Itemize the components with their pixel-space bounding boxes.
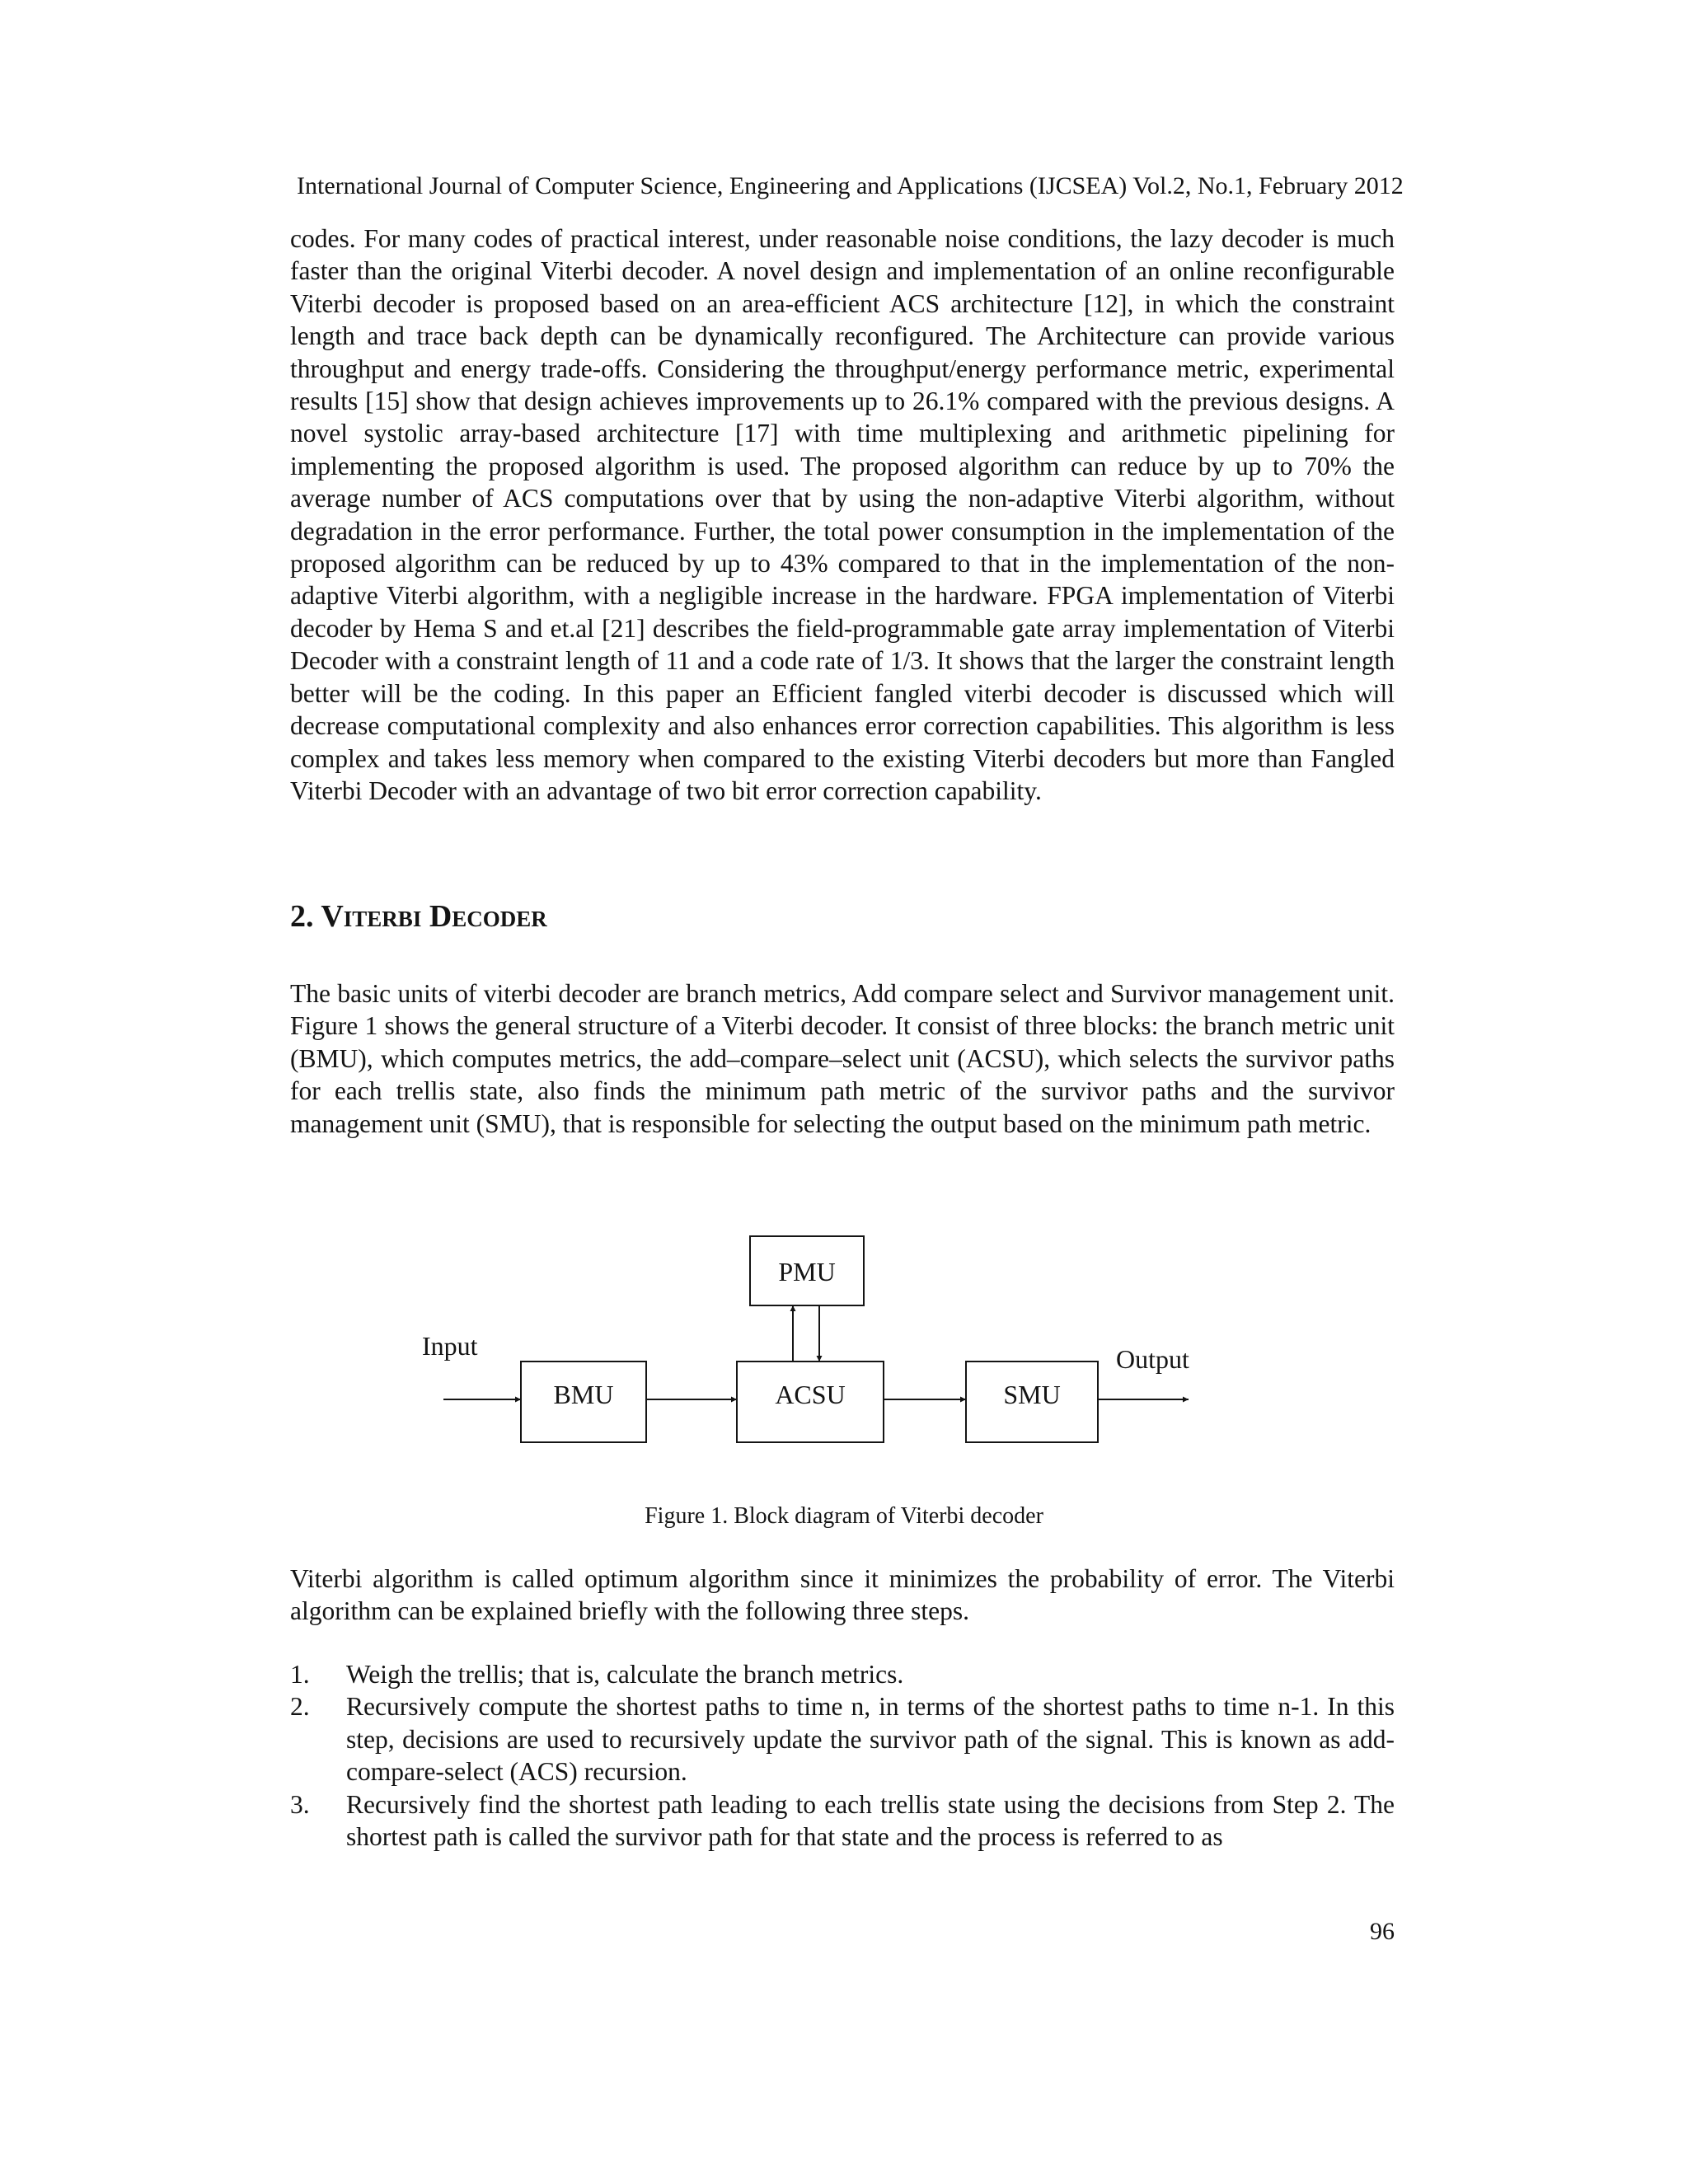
bmu-label: BMU <box>553 1380 614 1409</box>
section-number: 2. <box>290 899 321 934</box>
viterbi-block-diagram <box>0 1220 1688 1475</box>
viterbi-algorithm-paragraph: Viterbi algorithm is called optimum algorithm since it minimizes the probability of error. The Viterbi algorithm can be explained briefly with the following three steps. <box>290 1564 1395 1626</box>
step-item <box>290 1690 1395 1788</box>
step-number: 2. <box>290 1692 310 1722</box>
pmu-label: PMU <box>778 1257 836 1286</box>
step-number: 1. <box>290 1660 310 1689</box>
section-word2-rest: ecoder <box>452 899 547 934</box>
section-heading <box>290 897 547 936</box>
steps-list <box>290 1658 1395 1853</box>
running-header: International Journal of Computer Science, Engineering and Applications (IJCSEA) Vol.2, No.1, February 2012 <box>297 172 1404 199</box>
section-word1-rest: iterbi <box>343 899 422 934</box>
figure-caption: Figure 1. Block diagram of Viterbi decoder <box>645 1503 1043 1529</box>
step-text: Recursively find the shortest path leading to each trellis state using the decisions from Step 2. The shortest path is called the survivor path for that state and the process is referred to as <box>346 1789 1395 1852</box>
section-word1-initial: V <box>321 899 344 934</box>
step-item <box>290 1658 1395 1690</box>
input-label: Input <box>422 1331 478 1361</box>
smu-label: SMU <box>1003 1380 1061 1409</box>
step-item <box>290 1788 1395 1854</box>
intro-paragraph: codes. For many codes of practical interest, under reasonable noise conditions, the lazy decoder is much faster than the original Viterbi decoder. A novel design and implementation of an online reconfigurable Viterbi decoder is proposed based on an area-efficient ACS architecture [12], in which the constraint length and trace back depth can be dynamically reconfigured. The Architecture can provide various throughput and energy trade-offs. Considering the throughput/energy performance metric, experimental results [15] show that design achieves improvements up to 26.1% compared with the previous designs. A novel systolic array-based architecture [17] with time multiplexing and arithmetic pipelining for implementing the proposed algorithm is used. The proposed algorithm can reduce by up to 70% the average number of ACS computations over that by using the non-adaptive Viterbi algorithm, without degradation in the error performance. Further, the total power consumption in the implementation of the proposed algorithm can be reduced by up to 43% compared to that in the implementation of the non-adaptive Viterbi algorithm, with a negligible increase in the hardware. FPGA implementation of Viterbi decoder by Hema S and et.al [21] describes the field-programmable gate array implementation of Viterbi Decoder with a constraint length of 11 and a code rate of 1/3. It shows that the larger the constraint length better will be the coding. In this paper an Efficient fangled viterbi decoder is discussed which will decrease computational complexity and also enhances error correction capabilities. This algorithm is less complex and takes less memory when compared to the existing Viterbi decoders but more than Fangled Viterbi Decoder with an advantage of two bit error correction capability. <box>290 224 1395 805</box>
step-text: Recursively compute the shortest paths to time n, in terms of the shortest paths to time n-1. In this step, decisions are used to recursively update the survivor path of the signal. This is known as add-compare-select (ACS) recursion. <box>346 1692 1395 1787</box>
page-number: 96 <box>1370 1918 1395 1945</box>
acsu-label: ACSU <box>775 1380 846 1409</box>
basic-units-paragraph: The basic units of viterbi decoder are branch metrics, Add compare select and Survivor management unit. Figure 1 shows the general structure of a Viterbi decoder. It consist of three blocks: the branch metric unit (BMU), which computes metrics, the add–compare–select unit (ACSU), which selects the survivor paths for each trellis state, also finds the minimum path metric of the survivor paths and the survivor management unit (SMU), that is responsible for selecting the output based on the minimum path metric. <box>290 979 1395 1138</box>
step-text: Weigh the trellis; that is, calculate the branch metrics. <box>346 1660 904 1689</box>
section-word2-initial: D <box>429 899 452 934</box>
step-number: 3. <box>290 1789 310 1819</box>
output-label: Output <box>1116 1344 1189 1374</box>
block-diagram-svg <box>0 1220 1688 1475</box>
